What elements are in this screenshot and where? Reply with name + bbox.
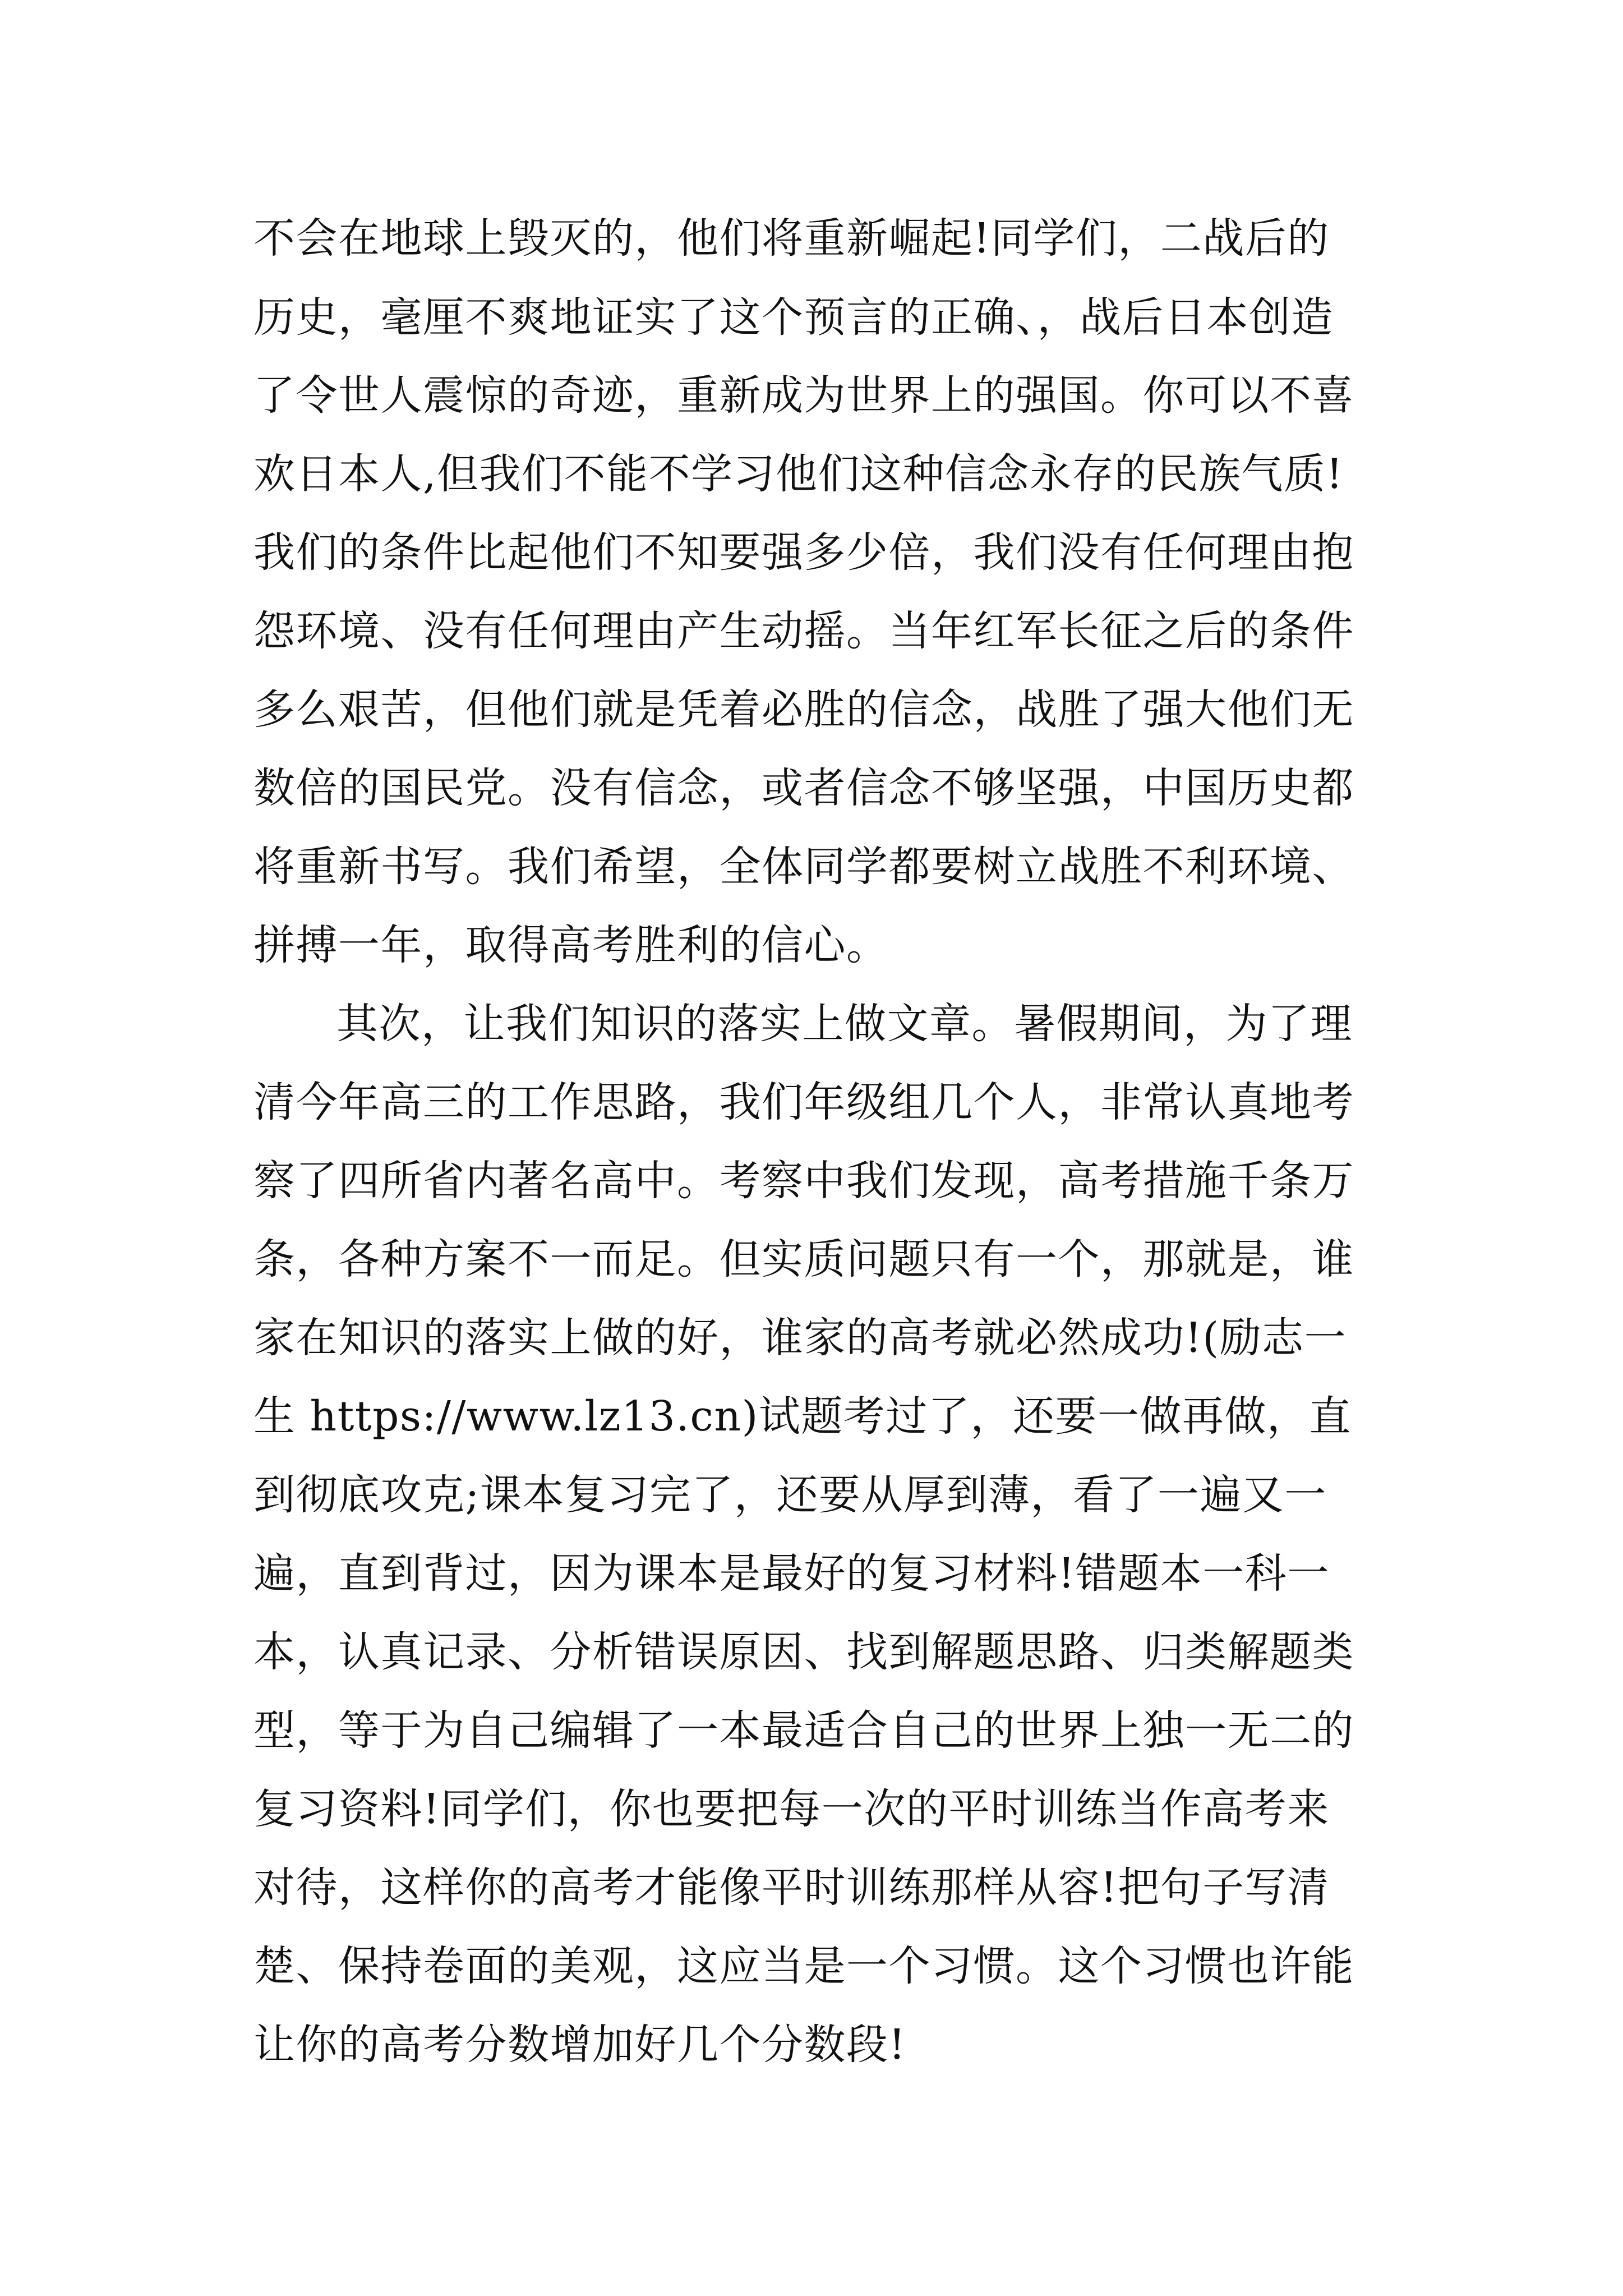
text-line: 欢日本人,但我们不能不学习他们这种信念永存的民族气质! <box>253 450 1344 498</box>
text-line: 让你的高考分数增加好几个分数段! <box>253 2021 906 2069</box>
text-line: 我们的条件比起他们不知要强多少倍，我们没有任何理由抱 <box>253 528 1354 577</box>
text-line: 清今年高三的工作思路，我们年级组几个人，非常认真地考 <box>253 1078 1354 1126</box>
text-line: 怨环境、没有任何理由产生动摇。当年红军长征之后的条件 <box>253 607 1354 655</box>
text-line: 复习资料!同学们，你也要把每一次的平时训练当作高考来 <box>253 1785 1330 1833</box>
text-line: 型，等于为自己编辑了一本最适合自己的世界上独一无二的 <box>253 1706 1354 1755</box>
text-line: 拼搏一年，取得高考胜利的信心。 <box>253 921 889 969</box>
text-line: 对待，这样你的高考才能像平时训练那样从容!把句子写清 <box>253 1864 1330 1912</box>
text-line: 楚、保持卷面的美观，这应当是一个习惯。这个习惯也许能 <box>253 1942 1354 1990</box>
text-line: 遍，直到背过，因为课本是最好的复习材料!错题本一科一 <box>253 1549 1330 1598</box>
text-line: 条，各种方案不一而足。但实质问题只有一个，那就是，谁 <box>253 1235 1354 1283</box>
text-line: 本，认真记录、分析错误原因、找到解题思路、归类解题类 <box>253 1628 1354 1676</box>
text-line: 将重新书写。我们希望，全体同学都要树立战胜不利环境、 <box>253 843 1354 891</box>
text-line: 家在知识的落实上做的好，谁家的高考就必然成功!(励志一 <box>253 1314 1347 1362</box>
paragraph-first-line: 其次，让我们知识的落实上做文章。暑假期间，为了理 <box>336 1000 1353 1048</box>
text-line: 生 https://www.lz13.cn)试题考过了，还要一做再做，直 <box>253 1392 1352 1441</box>
text-line: 多么艰苦，但他们就是凭着必胜的信念，战胜了强大他们无 <box>253 685 1354 734</box>
text-line: 到彻底攻克;课本复习完了，还要从厚到薄，看了一遍又一 <box>253 1471 1327 1519</box>
text-line: 历史，毫厘不爽地证实了这个预言的正确、，战后日本创造 <box>253 293 1334 342</box>
text-line: 数倍的国民党。没有信念，或者信念不够坚强，中国历史都 <box>253 764 1354 812</box>
text-line: 不会在地球上毁灭的，他们将重新崛起!同学们，二战后的 <box>253 214 1330 263</box>
text-line: 察了四所省内著名高中。考察中我们发现，高考措施千条万 <box>253 1157 1354 1205</box>
text-line: 了令世人震惊的奇迹，重新成为世界上的强国。你可以不喜 <box>253 371 1354 420</box>
